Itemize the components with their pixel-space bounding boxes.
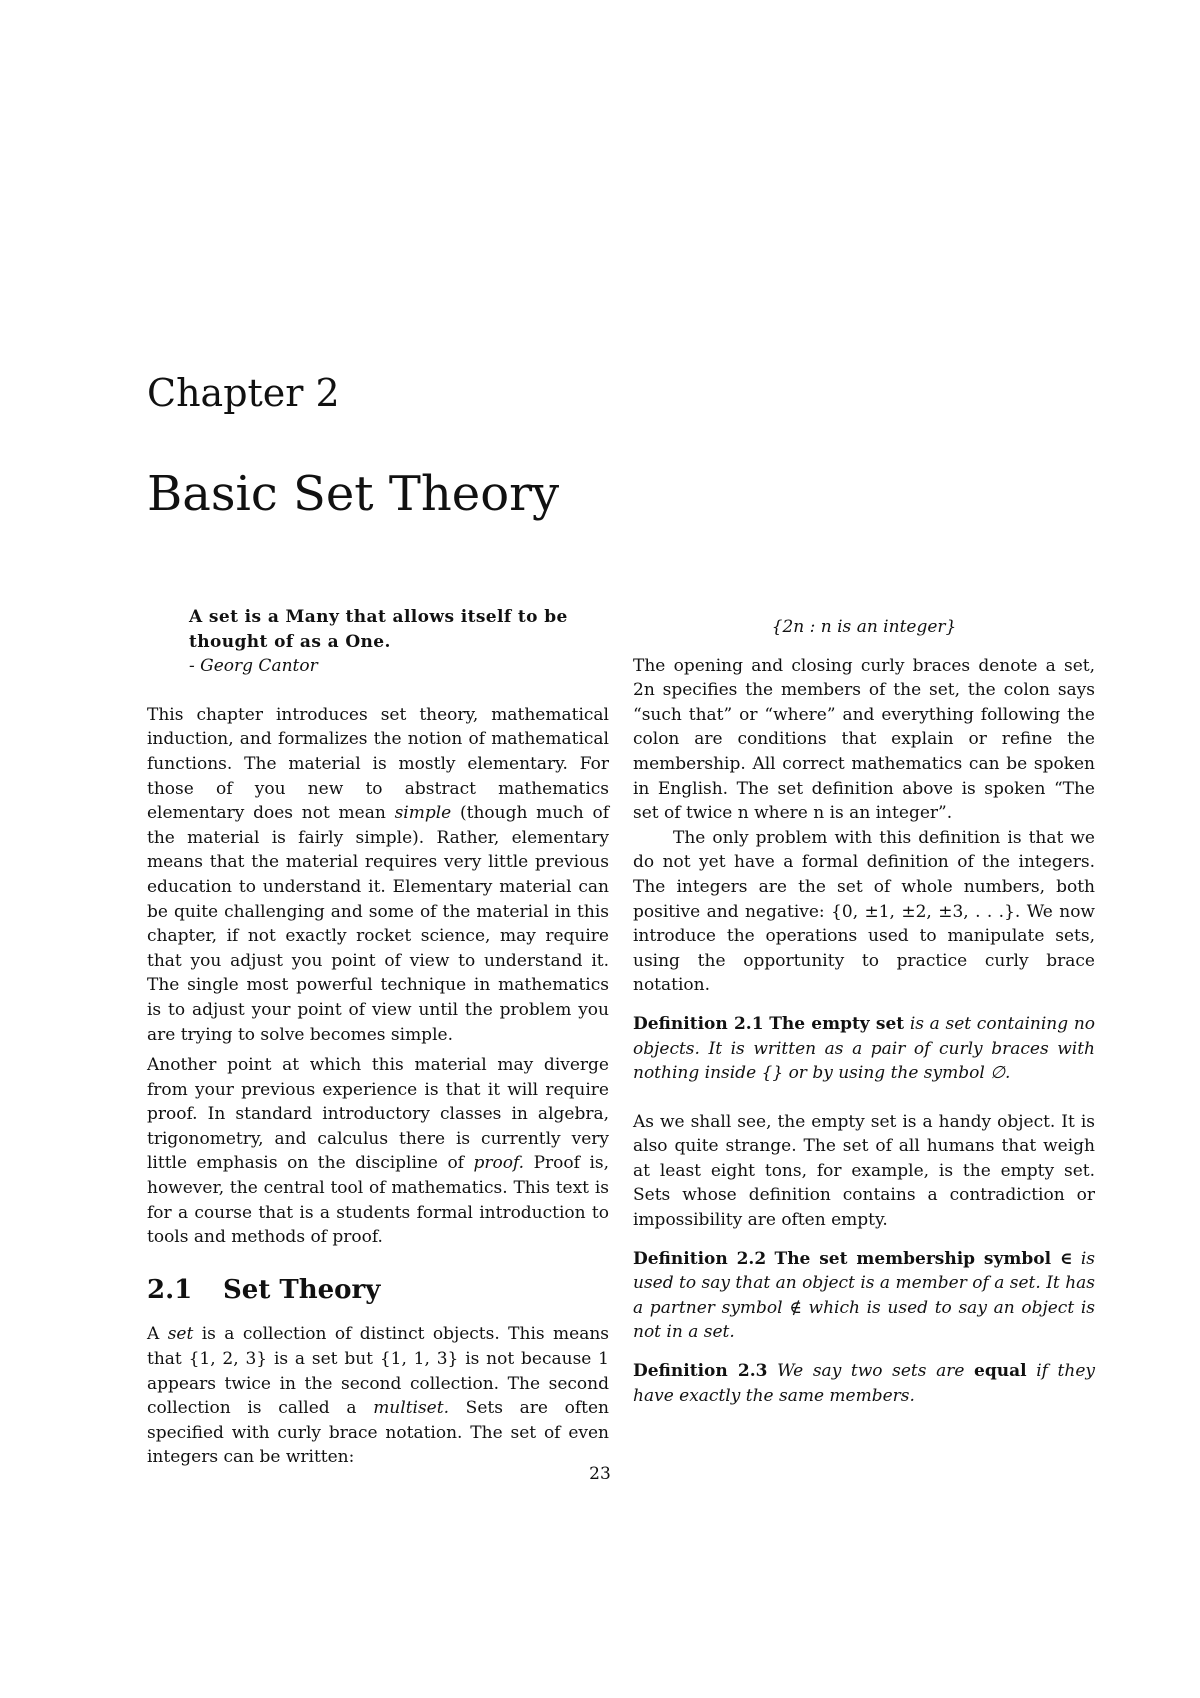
intro-p1-text-b: (though much of the material is fairly simple). Rather, elementary means that the material requires very little previous education to understand it. Elementary material can be quite challenging and some of the material in this chapter, if not exactly rocket science, may require that you adjust you point of view to understand it. The single most powerful technique in mathematics is to adjust your point of view until the problem you are trying to solve becomes simple. <box>147 803 609 1045</box>
chapter-title: Basic Set Theory <box>147 466 560 522</box>
intro-p1-text-a: This chapter introduces set theory, mathematical induction, and formalizes the notion of mathematical functions. The material is mostly elementary. For those of you new to abstract mathematics elementary does not mean <box>147 704 609 824</box>
left-column <box>147 605 609 1470</box>
definition-body: is used to say that an object is a member of a set. It has a partner symbol ∉ which is used to say an object is not in a set. <box>633 1248 1095 1343</box>
definition-head: Definition 2.1 <box>633 1013 764 1034</box>
definition-2-2 <box>633 1247 1095 1345</box>
right-paragraph-1: The opening and closing curly braces denote a set, 2n specifies the members of the set, the colon says “such that” or “where” and everything following the colon are conditions that explain or refine the membership. All correct mathematics can be spoken in English. The set definition above is spoken “The set of twice n where n is an integer”. <box>633 655 1095 824</box>
section-title: Set Theory <box>223 1274 381 1305</box>
intro-paragraph-2 <box>147 1053 609 1250</box>
definition-2-3 <box>633 1359 1095 1408</box>
page-number: 23 <box>589 1464 611 1484</box>
right-paragraph-2: The only problem with this definition is that we do not yet have a formal definition of the integers. The integers are the set of whole numbers, both positive and negative: {0, ±1, ±2, ±3, . . .}. We now introduce the operations used to manipulate sets, using the opportunity to practice curly brace notation. <box>633 827 1095 996</box>
intro-p2-text-b: Proof is, however, the central tool of mathematics. This text is for a course that is a students formal introduction to tools and methods of proof. <box>147 1153 610 1248</box>
right-column <box>633 605 1095 1408</box>
display-set-notation: {2n : n is an integer} <box>771 617 957 637</box>
set-p-text-b: is a collection of distinct objects. This means that {1, 2, 3} is a set but {1, 1, 3} is not because 1 appears twice in the second collection. The second collection is called a <box>147 1324 609 1419</box>
definition-2-1 <box>633 1012 1095 1086</box>
right-paragraph-3: As we shall see, the empty set is a handy object. It is also quite strange. The set of all humans that weigh at least eight tons, for example, is the empty set. Sets whose definition contains a contradiction or impossibility are often empty. <box>633 1111 1095 1231</box>
intro-p2-text-a: Another point at which this material may diverge from your previous experience is that it will require proof. In standard introductory classes in algebra, trigonometry, and calculus there is currently very little emphasis on the discipline of <box>147 1055 609 1174</box>
definition-term: The set membership symbol ∈ <box>774 1248 1073 1269</box>
epigraph-quote: A set is a Many that allows itself to be thought of as a One. <box>189 607 568 652</box>
definition-body-pre: We say two sets are <box>767 1361 975 1382</box>
epigraph-author: - Georg Cantor <box>189 656 318 677</box>
set-p-emphasis-multiset: multiset. <box>373 1398 449 1419</box>
definition-head: Definition 2.3 <box>633 1361 768 1382</box>
definition-head: Definition 2.2 <box>633 1248 767 1269</box>
definition-body: if they have exactly the same members. <box>633 1361 1095 1406</box>
intro-p2-emphasis: proof. <box>473 1153 525 1174</box>
definition-term: The empty set <box>769 1013 905 1034</box>
definition-body: is a set containing no objects. It is written as a pair of curly braces with nothing inside {} or by using the symbol ∅. <box>633 1013 1096 1084</box>
epigraph <box>189 605 609 679</box>
set-p-text-a: A <box>147 1324 168 1345</box>
section-heading <box>147 1276 609 1305</box>
intro-p1-emphasis: simple <box>394 803 452 824</box>
set-p-emphasis-set: set <box>167 1324 194 1345</box>
definition-term: equal <box>974 1361 1027 1382</box>
set-paragraph <box>147 1322 609 1470</box>
chapter-label: Chapter 2 <box>147 371 340 415</box>
section-number: 2.1 <box>147 1274 193 1305</box>
intro-paragraph-1 <box>147 703 609 1047</box>
set-p-text-c: Sets are often specified with curly brace notation. The set of even integers can be written: <box>147 1398 609 1468</box>
